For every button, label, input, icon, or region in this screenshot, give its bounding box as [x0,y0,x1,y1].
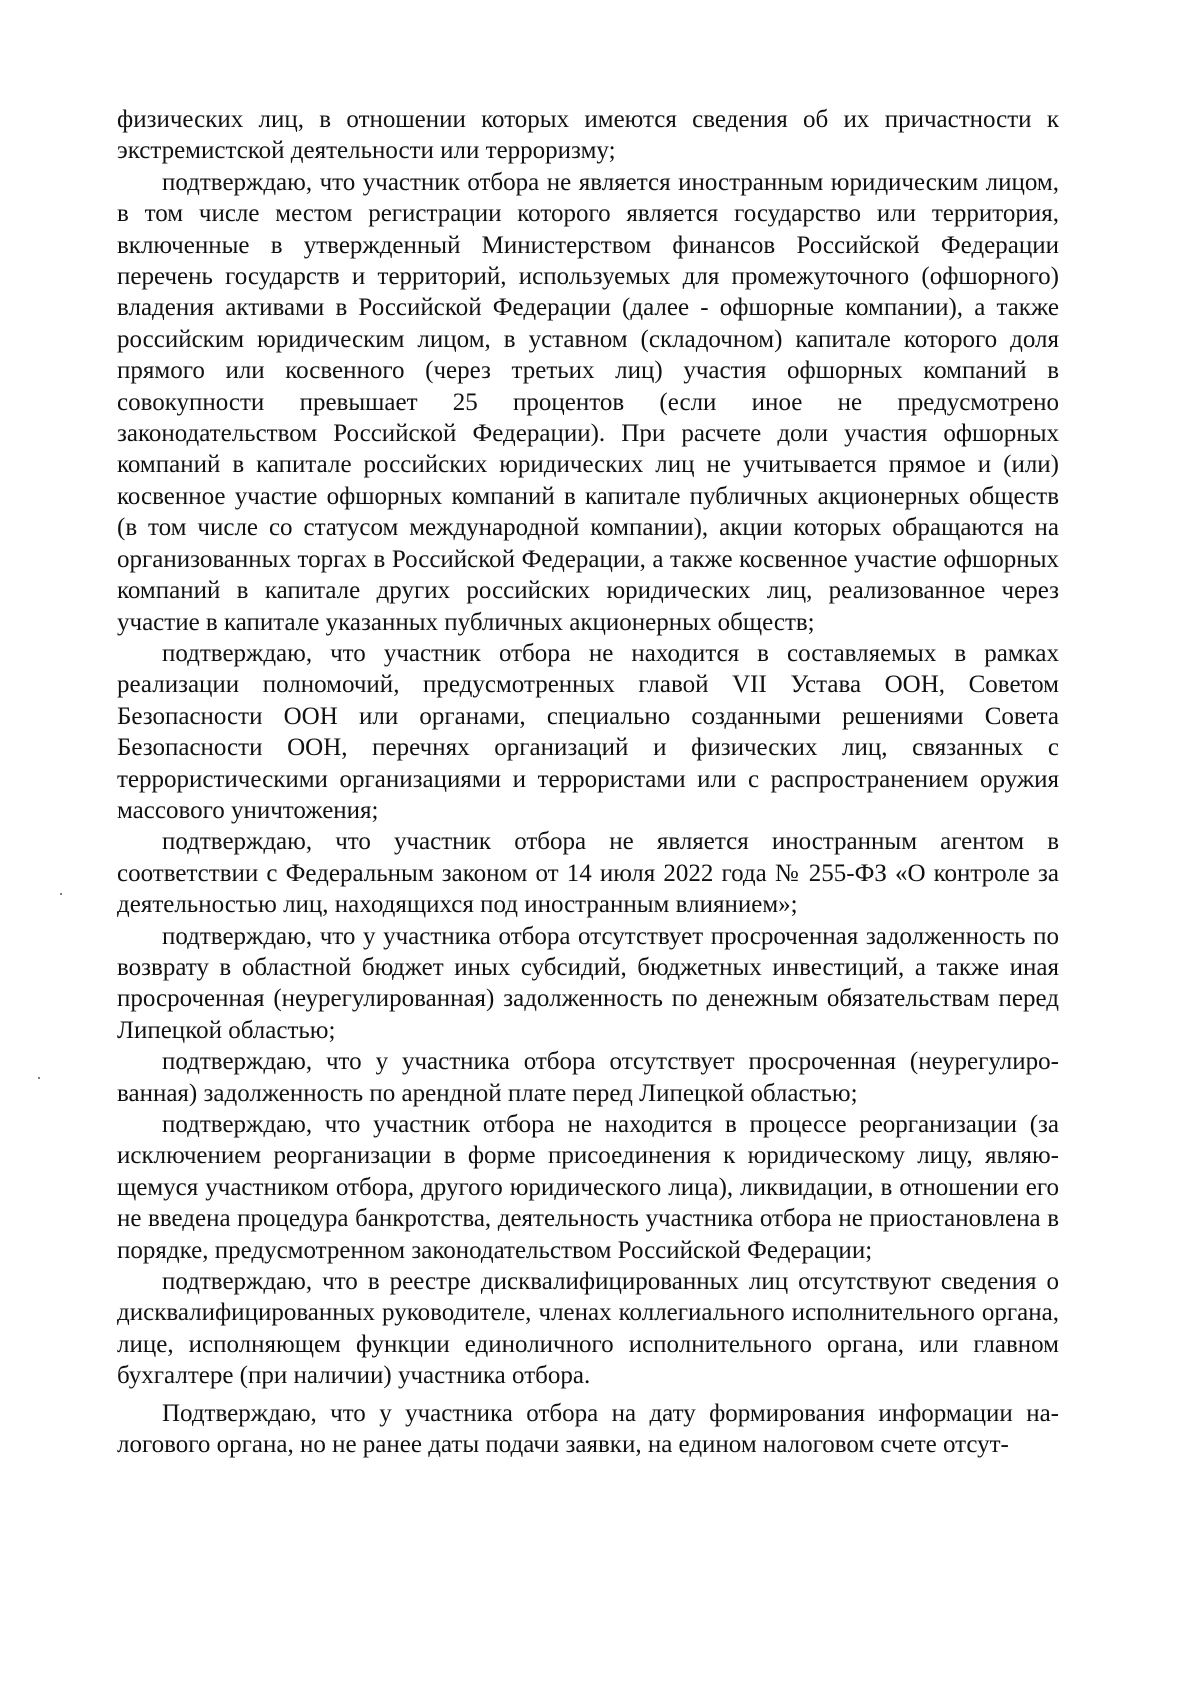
document-body [117,104,1059,1460]
scan-speck [60,893,62,895]
paragraph: Подтверждаю, что у участника отбора на дату формирования информации налогового органа, но не ранее даты подачи заявки, на едином налоговом счете отсут- [117,1399,1059,1459]
paragraph: подтверждаю, что участник отбора не является иностранным агентом в соответствии с Федеральным законом от 14 июля 2022 года № 255-ФЗ «О контроле за деятельностью лиц, находящихся под иностранным влиянием»; [117,828,1059,919]
paragraph: подтверждаю, что участник отбора не является иностранным юридическим лицом, в том числе местом регистрации которого является государство или территория, включенные в утвержденный Министерством финансов Российской Федерации перечень государств и территорий, используемых для промежуточного (офшорного) владения активами в Российской Федерации (далее - офшорные компании), а также российским юридическим лицом, в уставном (складочном) капитале которого доля прямого или косвенного (через третьих лиц) участия офшорных компаний в совокупности превышает 25 процентов (если иное не предусмотрено законодательством Российской Федерации). При расчете доли участия офшорных компаний в капитале российских юридических лиц не учитывается прямое и (или) косвенное участие офшорных компаний в капитале публичных акционерных обществ (в том числе со статусом международной компании), акции которых обращаются на организованных торгах в Российской Федерации, а также косвенное участие офшорных компаний в капитале других российских юридических лиц, реализованное через участие в капитале указанных публичных акционерных обществ; [117,168,1059,636]
paragraph: подтверждаю, что участник отбора не находится в процессе реорганизации (за исключением реорганизации в форме присоединения к юридическому лицу, являющемуся участником отбора, другого юридического лица), ликвидации, в отношении его не введена процедура банкротства, деятельность участника отбора не приостановлена в порядке, предусмотренном законодательством Российской Федерации; [117,1111,1059,1264]
paragraph: подтверждаю, что у участника отбора отсутствует просроченная (неурегулированная) задолженность по арендной плате перед Липецкой областью; [117,1048,1059,1107]
paragraph: подтверждаю, что в реестре дисквалифицированных лиц отсутствуют сведения о дисквалифицированных руководителе, членах коллегиального исполнительного органа, лице, исполняющем функции единоличного исполнительного органа, или главном бухгалтере (при наличии) участника отбора. [117,1268,1059,1390]
paragraph: подтверждаю, что участник отбора не находится в составляемых в рамках реализации полномочий, предусмотренных главой VII Устава ООН, Советом Безопасности ООН или органами, специально созданными решениями Совета Безопасности ООН, перечнях организаций и физических лиц, связанных с террористическими организациями и террористами или с распространением оружия массового уничтожения; [117,639,1059,824]
paragraph: физических лиц, в отношении которых имеются сведения об их причастности к экстремистской деятельности или терроризму; [117,106,1059,165]
paragraph: подтверждаю, что у участника отбора отсутствует просроченная задолженность по возврату в областной бюджет иных субсидий, бюджетных инвестиций, а также иная просроченная (неурегулированная) задолженность по денежным обязательствам перед Липецкой областью; [117,922,1059,1044]
scan-speck [38,1077,40,1079]
